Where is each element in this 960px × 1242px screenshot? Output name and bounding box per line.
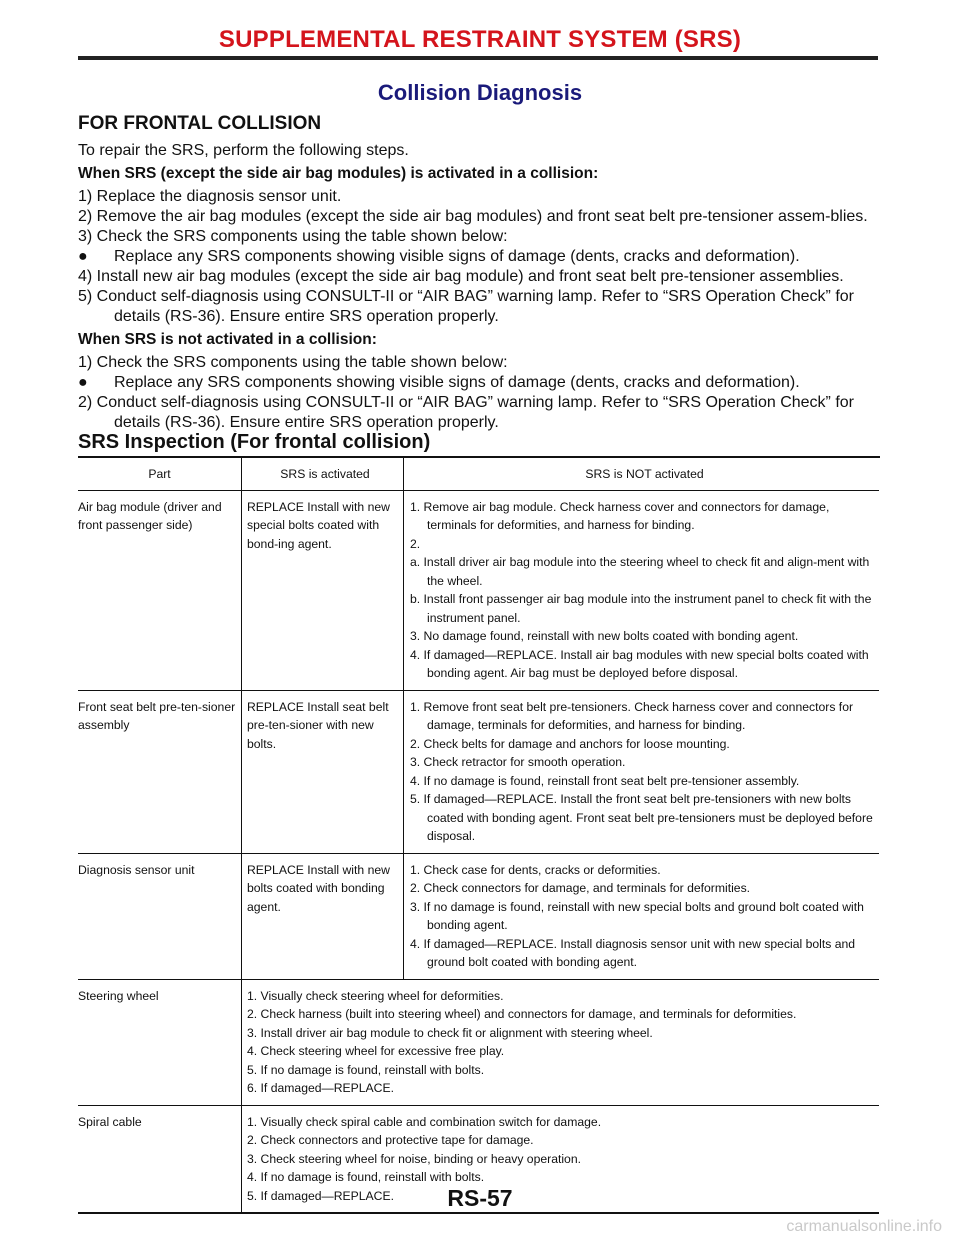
list-item: 3. If no damage is found, reinstall with new special bolts and ground bolt coated with bonding agent. — [410, 899, 864, 932]
bullet-item — [78, 373, 880, 393]
bullet-item — [78, 247, 880, 267]
list-item: 1. Visually check spiral cable and combination switch for damage. — [247, 1114, 602, 1129]
table-header-row — [78, 458, 879, 490]
cell-not-activated — [404, 853, 880, 979]
cell-part: Air bag module (driver and front passenger side) — [78, 490, 242, 690]
watermark: carmanualsonline.info — [786, 1218, 942, 1235]
step: 3) Check the SRS components using the table shown below: — [78, 228, 508, 245]
list-item: 4. Check steering wheel for excessive free play. — [247, 1044, 505, 1058]
list-item: 3. Check steering wheel for noise, binding or heavy operation. — [247, 1151, 582, 1166]
cell-both — [242, 979, 880, 1105]
col-header-part: Part — [78, 458, 242, 490]
list-item: 1. Remove front seat belt pre-tensioners. Check harness cover and connectors for damage, terminals for deformities, and harness for binding. — [410, 699, 854, 732]
table-row — [78, 490, 879, 690]
list-item: 2. Check connectors for damage, and terminals for deformities. — [410, 881, 751, 895]
table-row — [78, 853, 879, 979]
step: 2) Remove the air bag modules (except the side air bag modules) and front seat belt pre-tensioner assem-blies. — [78, 208, 868, 225]
cell-not-activated — [404, 490, 880, 690]
cell-activated: REPLACE Install with new special bolts coated with bond-ing agent. — [242, 490, 404, 690]
list-item: 4. If no damage is found, reinstall with bolts. — [247, 1170, 485, 1184]
content — [78, 113, 880, 1214]
cell-activated: REPLACE Install with new bolts coated with bonding agent. — [242, 853, 404, 979]
table-heading: SRS Inspection (For frontal collision) — [78, 431, 431, 453]
cell-part: Spiral cable — [78, 1105, 242, 1213]
list-item: 2. Check connectors and protective tape for damage. — [247, 1133, 534, 1147]
list-item: 1. Remove air bag module. Check harness cover and connectors for damage, terminals for deformities, and harness for binding. — [410, 499, 830, 532]
list-item: 1. Check case for dents, cracks or deformities. — [410, 862, 661, 877]
bullet-icon: ● — [78, 374, 88, 391]
list-item: 4. If no damage is found, reinstall front seat belt pre-tensioner assembly. — [410, 773, 800, 788]
bullet-text: Replace any SRS components showing visible signs of damage (dents, cracks and deformation). — [114, 374, 800, 391]
step: 1) Replace the diagnosis sensor unit. — [78, 188, 342, 205]
list-item: 2. — [410, 536, 421, 551]
list-item: 4. If damaged—REPLACE. Install air bag modules with new special bolts coated with bonding agent. Air bag must be deployed before disposal. — [410, 647, 869, 680]
list-item: 2. Check belts for damage and anchors for loose mounting. — [410, 736, 730, 751]
step: 1) Check the SRS components using the table shown below: — [78, 354, 508, 371]
col-header-activated: SRS is activated — [242, 458, 404, 490]
cell-part: Steering wheel — [78, 979, 242, 1105]
intro-text: To repair the SRS, perform the following steps. — [78, 142, 409, 159]
bullet-text: Replace any SRS components showing visible signs of damage (dents, cracks and deformation). — [114, 248, 800, 265]
table-row — [78, 690, 879, 853]
cell-not-activated — [404, 690, 880, 853]
header-rule — [78, 56, 878, 60]
list-item: 5. If damaged—REPLACE. — [247, 1188, 394, 1203]
page-title: Collision Diagnosis — [377, 80, 583, 105]
cell-part: Diagnosis sensor unit — [78, 853, 242, 979]
list-item: 5. If no damage is found, reinstall with bolts. — [247, 1062, 485, 1077]
section-heading-frontal: FOR FRONTAL COLLISION — [78, 113, 322, 134]
inspection-table — [78, 458, 879, 1214]
page-number: RS-57 — [447, 1185, 513, 1211]
list-item: 1. Visually check steering wheel for deformities. — [247, 988, 504, 1003]
list-item: a. Install driver air bag module into the steering wheel to check fit and align-ment with the wheel. — [410, 555, 870, 588]
cell-activated: REPLACE Install seat belt pre-ten-sioner with new bolts. — [242, 690, 404, 853]
subhead-not-activated: When SRS is not activated in a collision: — [78, 331, 377, 348]
list-item: 6. If damaged—REPLACE. — [247, 1081, 394, 1095]
step: 5) Conduct self-diagnosis using CONSULT-II or “AIR BAG” warning lamp. Refer to “SRS Operation Check” for details (RS-36). Ensure entire SRS operation properly. — [78, 288, 854, 325]
list-item: 3. Check retractor for smooth operation. — [410, 755, 626, 769]
list-item: 3. No damage found, reinstall with new bolts coated with bonding agent. — [410, 629, 799, 643]
subhead-activated: When SRS (except the side air bag modules) is activated in a collision: — [78, 165, 599, 182]
list-item: 5. If damaged—REPLACE. Install the front seat belt pre-tensioners with new bolts coated with bonding agent. Front seat belt pre-tensioners must be deployed before disposal. — [410, 792, 873, 843]
list-item: 4. If damaged—REPLACE. Install diagnosis sensor unit with new special bolts and ground bolt coated with bonding agent. — [410, 936, 856, 969]
header-title: SUPPLEMENTAL RESTRAINT SYSTEM (SRS) — [218, 26, 742, 53]
list-item: 2. Check harness (built into steering wheel) and connectors for damage, and terminals for deformities. — [247, 1007, 797, 1021]
table-row — [78, 979, 879, 1105]
list-item: b. Install front passenger air bag module into the instrument panel to check fit with the instrument panel. — [410, 592, 872, 625]
step: 4) Install new air bag modules (except the side air bag module) and front seat belt pre-tensioner assemblies. — [78, 268, 844, 285]
cell-part: Front seat belt pre-ten-sioner assembly — [78, 690, 242, 853]
step: 2) Conduct self-diagnosis using CONSULT-II or “AIR BAG” warning lamp. Refer to “SRS Operation Check” for details (RS-36). Ensure entire SRS operation properly. — [78, 394, 854, 431]
col-header-not-activated: SRS is NOT activated — [404, 458, 880, 490]
list-item: 3. Install driver air bag module to check fit or alignment with steering wheel. — [247, 1025, 653, 1040]
bullet-icon: ● — [78, 248, 88, 265]
